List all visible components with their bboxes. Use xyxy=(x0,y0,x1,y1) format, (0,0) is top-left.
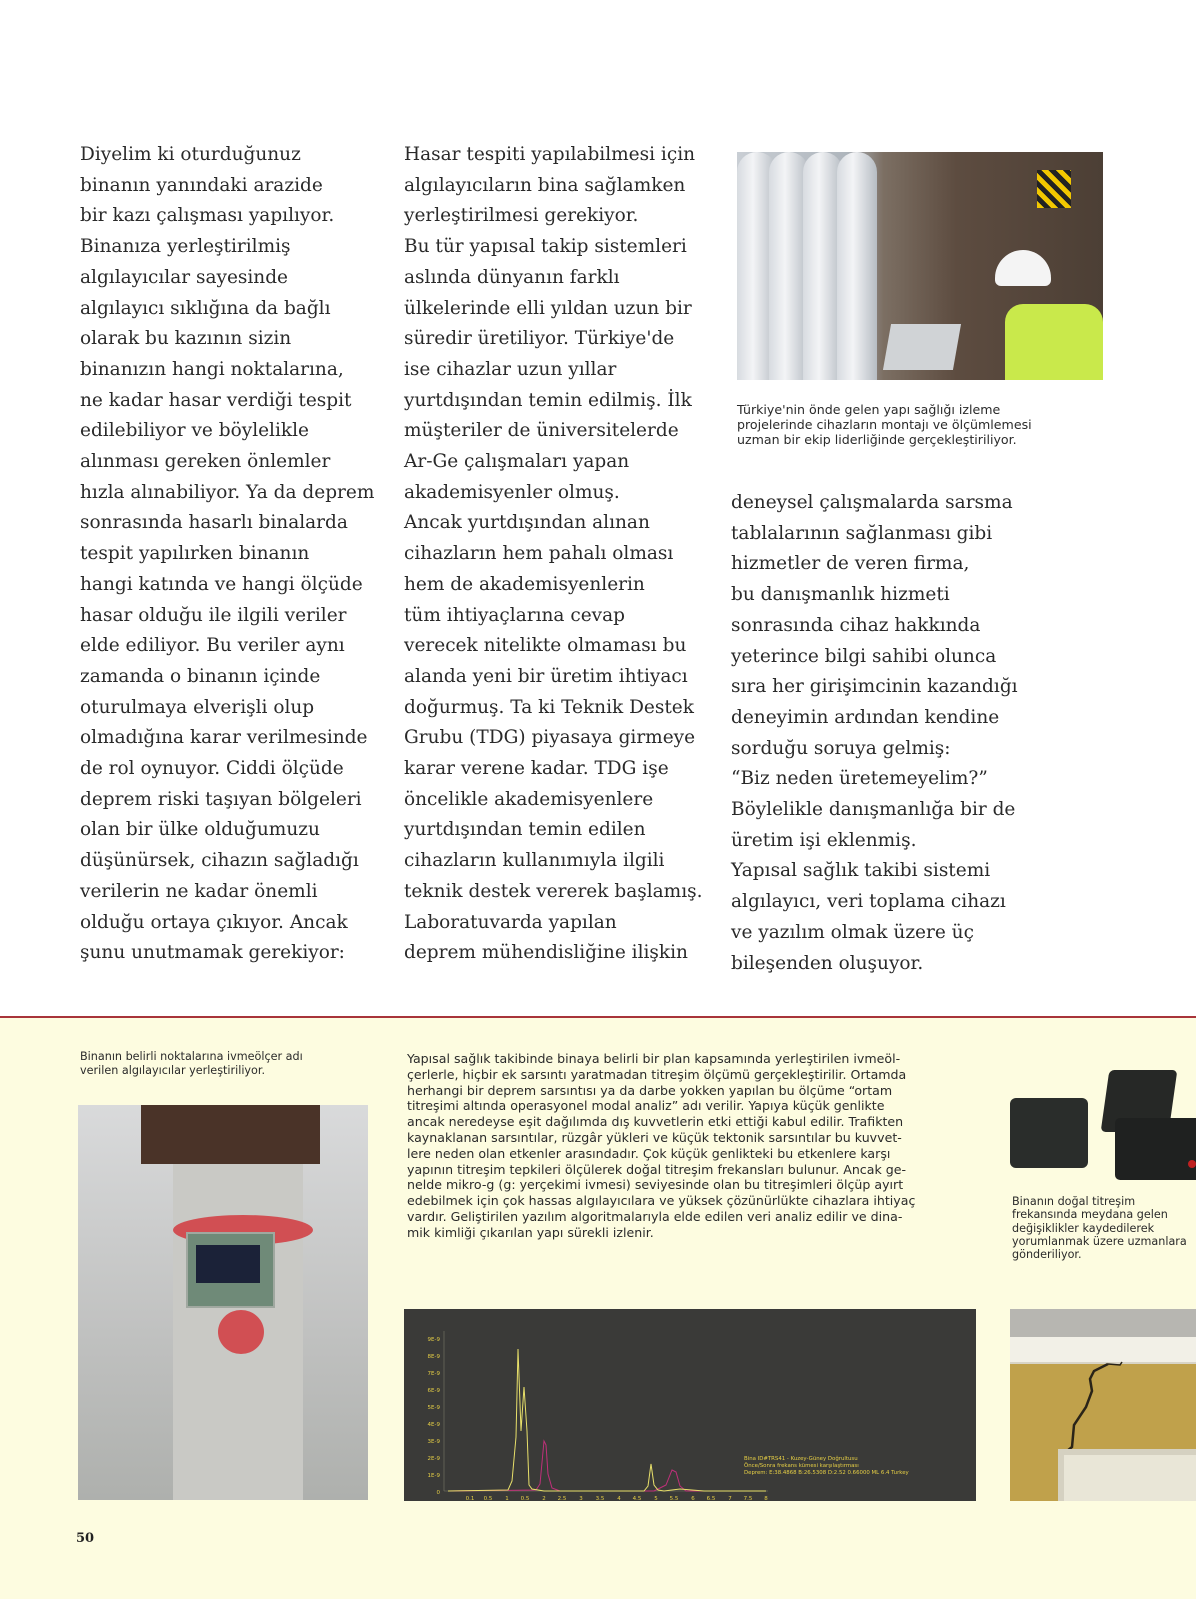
text-line: Yapısal sağlık takibinde binaya belirli bir plan kapsamında yerleştirilen ivmeöl- xyxy=(407,1051,901,1066)
text-line: sonrasında hasarlı binalarda xyxy=(80,512,348,534)
svg-text:3.5: 3.5 xyxy=(595,1496,605,1501)
text-line: akademisyenler olmuş. xyxy=(404,481,620,503)
engineer-photo-caption xyxy=(737,402,1032,447)
text-line: titreşimi altında operasyonel modal analiz” adı verilir. Yapıya küçük genlikte xyxy=(407,1098,885,1114)
text-line: ve yazılım olmak üzere üç xyxy=(731,921,974,943)
text-line: hizmetler de veren firma, xyxy=(731,553,970,575)
chart-info-line: Bina ID#TRS41 - Kuzey-Güney Doğrultusu xyxy=(744,1456,858,1462)
svg-text:3: 3 xyxy=(579,1496,583,1501)
caption-line: değişiklikler kaydedilerek xyxy=(1012,1221,1155,1235)
article-column-2 xyxy=(404,140,704,969)
text-line: binanızın hangi noktalarına, xyxy=(80,358,344,380)
text-line: sorduğu soruya gelmiş: xyxy=(731,737,951,759)
svg-text:1E-9: 1E-9 xyxy=(427,1473,440,1479)
caption-line: uzman bir ekip liderliğinde gerçekleştiriliyor. xyxy=(737,432,1017,447)
text-line: karar verene kadar. TDG işe xyxy=(404,758,669,780)
text-line: alınması gereken önlemler xyxy=(80,451,331,473)
text-line: hasar olduğu ile ilgili veriler xyxy=(80,604,347,626)
text-line: cihazların hem pahalı olması xyxy=(404,543,674,565)
svg-text:5E-9: 5E-9 xyxy=(427,1405,440,1411)
text-line: müşteriler de üniversitelerde xyxy=(404,420,679,442)
text-line: algılayıcıların bina sağlamken xyxy=(404,174,686,196)
closed-case-shape xyxy=(1010,1098,1088,1168)
text-line: tespit yapılırken binanın xyxy=(80,543,310,565)
text-line: oturulmaya elverişli olup xyxy=(80,696,315,718)
text-line: üretim işi eklenmiş. xyxy=(731,829,917,851)
text-line: hem de akademisyenlerin xyxy=(404,573,645,595)
text-line: hangi katında ve hangi ölçüde xyxy=(80,573,363,595)
steel-beam-shape xyxy=(141,1105,320,1164)
page-number: 50 xyxy=(76,1531,95,1546)
accelerometer-on-column-photo xyxy=(78,1105,368,1500)
text-line: olarak bu kazının sizin xyxy=(80,328,292,350)
frequency-spectrum-chart xyxy=(404,1309,976,1501)
svg-text:4E-9: 4E-9 xyxy=(427,1422,440,1428)
caption-line: yorumlanmak üzere uzmanlara xyxy=(1012,1234,1187,1248)
svg-text:1: 1 xyxy=(505,1496,509,1501)
text-line: tablalarının sağlanması gibi xyxy=(731,522,993,544)
caption-line: frekansında meydana gelen xyxy=(1012,1208,1168,1222)
text-line: ancak neredeyse eşit dağılımda dış kuvvetlerin etki ettiği kabul edilir. Trafikten xyxy=(407,1114,904,1130)
text-line: süredir üretiliyor. Türkiye'de xyxy=(404,328,675,350)
text-line: aslında dünyanın farklı xyxy=(404,266,620,288)
svg-text:6: 6 xyxy=(691,1496,695,1501)
red-knob-icon xyxy=(1188,1160,1196,1168)
text-line: yurtdışından temin edilen xyxy=(404,819,646,841)
door-frame-shape xyxy=(1058,1449,1196,1501)
caption-line: Türkiye'nin önde gelen yapı sağlığı izleme xyxy=(737,402,1001,417)
text-line: deneysel çalışmalarda sarsma xyxy=(731,492,1013,513)
svg-text:6.5: 6.5 xyxy=(706,1496,716,1501)
text-line: sıra her girişimcinin kazandığı xyxy=(731,676,1018,698)
text-line: şunu unutmamak gerekiyor: xyxy=(80,942,345,964)
caption-line: verilen algılayıcılar yerleştiriliyor. xyxy=(80,1064,266,1077)
text-line: ne kadar hasar verdiği tespit xyxy=(80,389,352,411)
caption-line: gönderiliyor. xyxy=(1012,1248,1082,1262)
article-column-3 xyxy=(731,488,1051,979)
sensor-photo-caption xyxy=(80,1050,303,1078)
svg-text:7: 7 xyxy=(728,1496,732,1501)
text-line: tüm ihtiyaçlarına cevap xyxy=(404,604,625,626)
text-line: deneyimin ardından kendine xyxy=(731,706,1000,728)
text-line: verecek nitelikte olmaması bu xyxy=(404,635,687,657)
text-line: yurtdışından temin edilmiş. İlk xyxy=(404,389,692,411)
svg-text:2E-9: 2E-9 xyxy=(427,1456,440,1462)
svg-text:0.1: 0.1 xyxy=(465,1496,475,1501)
text-line: vardır. Geliştirilen yazılım algoritmalarıyla elde edilen veri analiz edilir ve dina- xyxy=(407,1208,903,1224)
caption-line: Binanın belirli noktalarına ivmeölçer adı xyxy=(80,1050,303,1063)
svg-text:6E-9: 6E-9 xyxy=(427,1388,440,1394)
text-line: ise cihazlar uzun yıllar xyxy=(404,358,617,380)
sensor-label-shape xyxy=(196,1245,260,1283)
chart-info-line: Deprem: E:38.4868 B:26.5308 D:2.52 0.66000 ML 6.4 Turkey xyxy=(744,1470,909,1476)
text-line: verilerin ne kadar önemli xyxy=(80,880,318,902)
text-line: yerleştirilmesi gerekiyor. xyxy=(404,205,639,227)
svg-text:4: 4 xyxy=(617,1496,621,1501)
text-line: olduğu ortaya çıkıyor. Ancak xyxy=(80,911,348,933)
open-case-body-shape xyxy=(1115,1118,1196,1180)
text-line: zamanda o binanın içinde xyxy=(80,665,321,687)
text-line: cihazların kullanımıyla ilgili xyxy=(404,850,665,872)
svg-text:5.5: 5.5 xyxy=(669,1496,679,1501)
safety-vest-shape xyxy=(1005,304,1103,380)
text-line: kaynaklanan sarsıntılar, rüzgâr yükleri ve küçük tektonik sarsıntılar bu kuvvet- xyxy=(407,1129,902,1145)
text-line: edebilmek için çok hassas algılayıcılara ve yüksek çözünürlükte cihazlara ihtiyaç xyxy=(407,1193,916,1209)
text-line: Ancak yurtdışından alınan xyxy=(404,512,650,534)
text-line: yapının titreşim tepkileri ölçülerek doğal titreşim frekansları bulunur. Ancak ge- xyxy=(407,1161,907,1177)
svg-text:7E-9: 7E-9 xyxy=(427,1371,440,1377)
svg-text:0.5: 0.5 xyxy=(520,1496,530,1501)
text-line: de rol oynuyor. Ciddi ölçüde xyxy=(80,758,344,780)
svg-text:8: 8 xyxy=(764,1496,768,1501)
text-line: hızla alınabiliyor. Ya da deprem xyxy=(80,481,375,503)
svg-text:0.5: 0.5 xyxy=(483,1496,493,1501)
svg-text:8E-9: 8E-9 xyxy=(427,1354,440,1360)
chart-info-legend xyxy=(744,1456,909,1477)
text-line: deprem riski taşıyan bölgeleri xyxy=(80,788,362,810)
svg-text:2: 2 xyxy=(542,1496,546,1501)
text-line: algılayıcı, veri toplama cihazı xyxy=(731,891,1006,913)
hard-hat-shape xyxy=(995,250,1051,286)
red-paint-mark xyxy=(218,1310,264,1354)
text-line: olan bir ülke olduğumuzu xyxy=(80,819,320,841)
text-line: algılayıcılar sayesinde xyxy=(80,266,289,288)
text-line: Bu tür yapısal takip sistemleri xyxy=(404,236,687,258)
text-line: düşünürsek, cihazın sağladığı xyxy=(80,850,359,872)
pipe-shape xyxy=(837,152,877,380)
sidebar-body-text xyxy=(407,1051,979,1241)
text-line: doğurmuş. Ta ki Teknik Destek xyxy=(404,696,694,718)
text-line: Laboratuvarda yapılan xyxy=(404,911,617,933)
caption-line: Binanın doğal titreşim xyxy=(1012,1195,1136,1208)
caption-line: projelerinde cihazların montajı ve ölçümlemesi xyxy=(737,417,1032,432)
text-line: Hasar tespiti yapılabilmesi için xyxy=(404,144,696,165)
data-acquisition-cases-photo xyxy=(1010,1070,1196,1185)
text-line: bileşenden oluşuyor. xyxy=(731,952,924,974)
svg-text:0: 0 xyxy=(436,1490,440,1496)
text-line: herhangi bir deprem sarsıntısı ya da darbe yokken yapılan bu ölçüme “ortam xyxy=(407,1082,893,1098)
svg-text:7.5: 7.5 xyxy=(743,1496,753,1501)
text-line: öncelikle akademisyenlere xyxy=(404,788,654,810)
svg-text:3E-9: 3E-9 xyxy=(427,1439,440,1445)
svg-text:9E-9: 9E-9 xyxy=(427,1337,440,1343)
svg-text:5: 5 xyxy=(654,1496,658,1501)
article-column-1 xyxy=(80,140,380,969)
text-line: Diyelim ki oturduğunuz xyxy=(80,144,301,165)
text-line: elde ediliyor. Bu veriler aynı xyxy=(80,635,345,657)
text-line: Binanıza yerleştirilmiş xyxy=(80,236,291,258)
text-line: bu danışmanlık hizmeti xyxy=(731,584,950,606)
svg-text:2.5: 2.5 xyxy=(557,1496,567,1501)
device-photo-caption xyxy=(1012,1195,1187,1261)
svg-text:4.5: 4.5 xyxy=(632,1496,642,1501)
laptop-shape xyxy=(883,324,961,370)
engineer-with-laptop-photo xyxy=(737,152,1103,380)
text-line: deprem mühendisliğine ilişkin xyxy=(404,942,688,964)
text-line: bir kazı çalışması yapılıyor. xyxy=(80,205,335,227)
text-line: ülkelerinde elli yıldan uzun bir xyxy=(404,297,692,319)
text-line: lere neden olan etkenler arasındadır. Çok küçük genlikteki bu etkenlere karşı xyxy=(407,1145,891,1161)
text-line: sonrasında cihaz hakkında xyxy=(731,614,981,636)
text-line: edilebiliyor ve böylelikle xyxy=(80,420,309,442)
text-line: mik kimliği çıkarılan yapı sürekli izlenir. xyxy=(407,1224,654,1240)
text-line: “Biz neden üretemeyelim?” xyxy=(731,768,988,790)
wall-crack-photo xyxy=(1010,1309,1196,1501)
text-line: binanın yanındaki arazide xyxy=(80,174,323,196)
text-line: Ar-Ge çalışmaları yapan xyxy=(404,451,630,473)
warning-sign-icon xyxy=(1037,170,1071,208)
text-line: Böylelikle danışmanlığa bir de xyxy=(731,799,1016,821)
text-line: Yapısal sağlık takibi sistemi xyxy=(731,860,991,882)
text-line: Grubu (TDG) piyasaya girmeye xyxy=(404,727,696,749)
text-line: nelde mikro-g (g: yerçekimi ivmesi) seviyesinde olan bu titreşimleri ölçüp ayırt xyxy=(407,1177,904,1193)
text-line: teknik destek vererek başlamış. xyxy=(404,880,703,902)
text-line: yeterince bilgi sahibi olunca xyxy=(731,645,997,667)
text-line: çerlerle, hiçbir ek sarsıntı yaratmadan titreşim ölçümü gerçekleştirilir. Ortamda xyxy=(407,1066,907,1082)
chart-info-line: Önce/Sonra frekans kümesi karşılaştırması xyxy=(744,1463,859,1469)
text-line: algılayıcı sıklığına da bağlı xyxy=(80,297,331,319)
text-line: olmadığına karar verilmesinde xyxy=(80,727,368,749)
text-line: alanda yeni bir üretim ihtiyacı xyxy=(404,665,688,687)
